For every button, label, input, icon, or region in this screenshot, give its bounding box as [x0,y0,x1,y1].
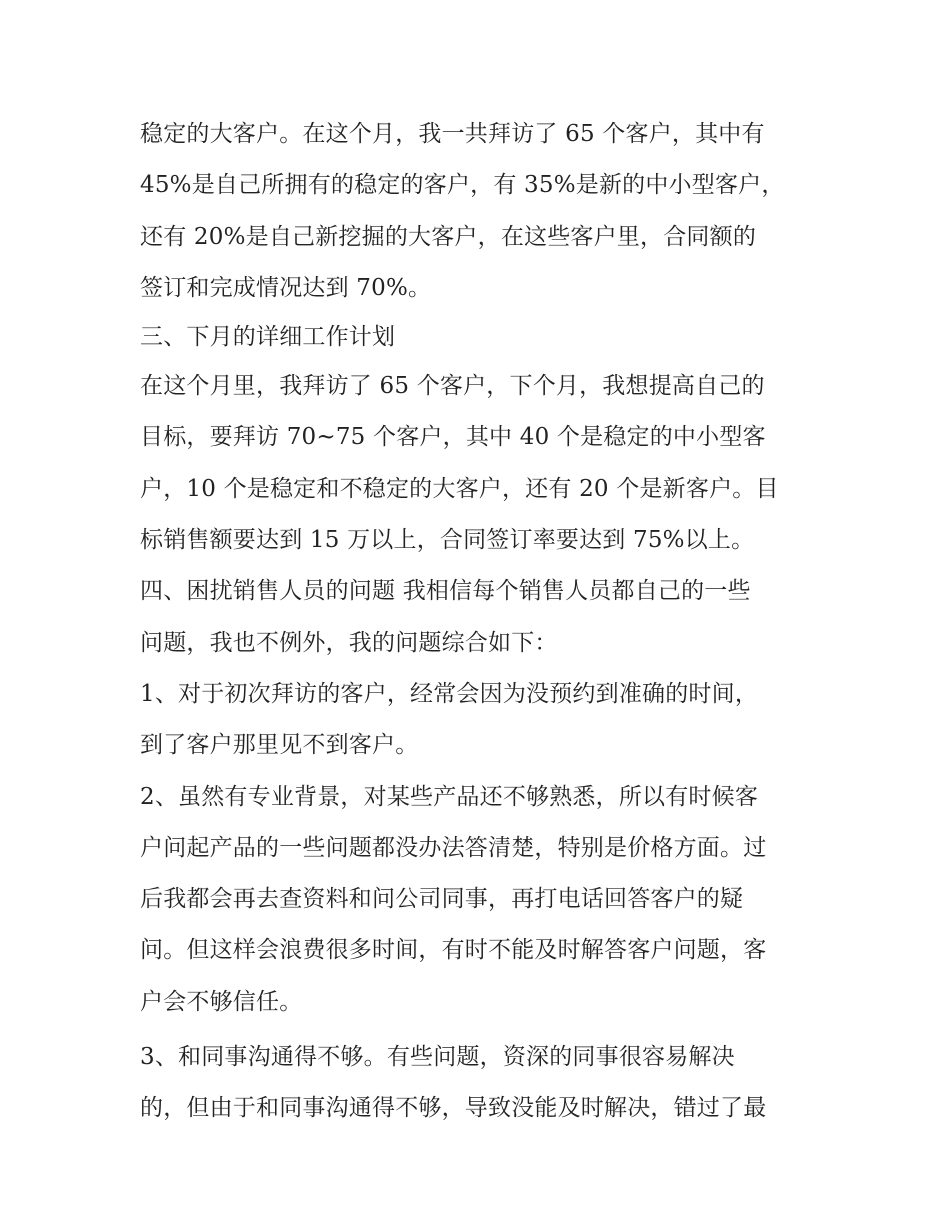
list-item-line: 问。但这样会浪费很多时间，有时不能及时解答客户问题，客 [140,937,767,964]
paragraph-line: 稳定的大客户。在这个月，我一共拜访了 65 个客户，其中有 [140,121,765,147]
paragraph-line: 在这个月里，我拜访了 65 个客户，下个月，我想提高自己的 [140,373,765,400]
section-heading: 四、困扰销售人员的问题 我相信每个销售人员都自己的一些 [140,578,751,605]
list-item-line: 后我都会再去查资料和问公司同事，再打电话回答客户的疑 [140,886,744,913]
paragraph-line: 标销售额要达到 15 万以上，合同签订率要达到 75%以上。 [140,527,755,554]
list-item-line: 2、虽然有专业背景，对某些产品还不够熟悉，所以有时候客 [140,783,759,810]
list-item-line: 1、对于初次拜访的客户，经常会因为没预约到准确的时间， [140,680,759,707]
paragraph-line: 户，10 个是稳定和不稳定的大客户，还有 20 个是新客户。目 [140,475,779,502]
paragraph-line: 还有 20%是自己新挖掘的大客户，在这些客户里，合同额的 [140,223,757,250]
section-heading: 三、下月的详细工作计划 [140,324,396,351]
list-item-line: 到了客户那里见不到客户。 [140,732,419,759]
paragraph-line: 45%是自己所拥有的稳定的客户，有 35%是新的中小型客户， [140,172,785,199]
list-item-line: 户会不够信任。 [140,988,303,1015]
paragraph-line: 问题，我也不例外，我的问题综合如下： [140,629,558,656]
paragraph-line: 签订和完成情况达到 70%。 [140,274,432,301]
paragraph-line: 目标，要拜访 70~75 个客户，其中 40 个是稳定的中小型客 [140,424,766,451]
document-body [140,109,830,1135]
list-item-line: 3、和同事沟通得不够。有些问题，资深的同事很容易解决 [140,1044,735,1071]
list-item-line: 户问起产品的一些问题都没办法答清楚，特别是价格方面。过 [140,834,767,861]
list-item-line: 的，但由于和同事沟通得不够，导致没能及时解决，错过了最 [140,1095,767,1122]
